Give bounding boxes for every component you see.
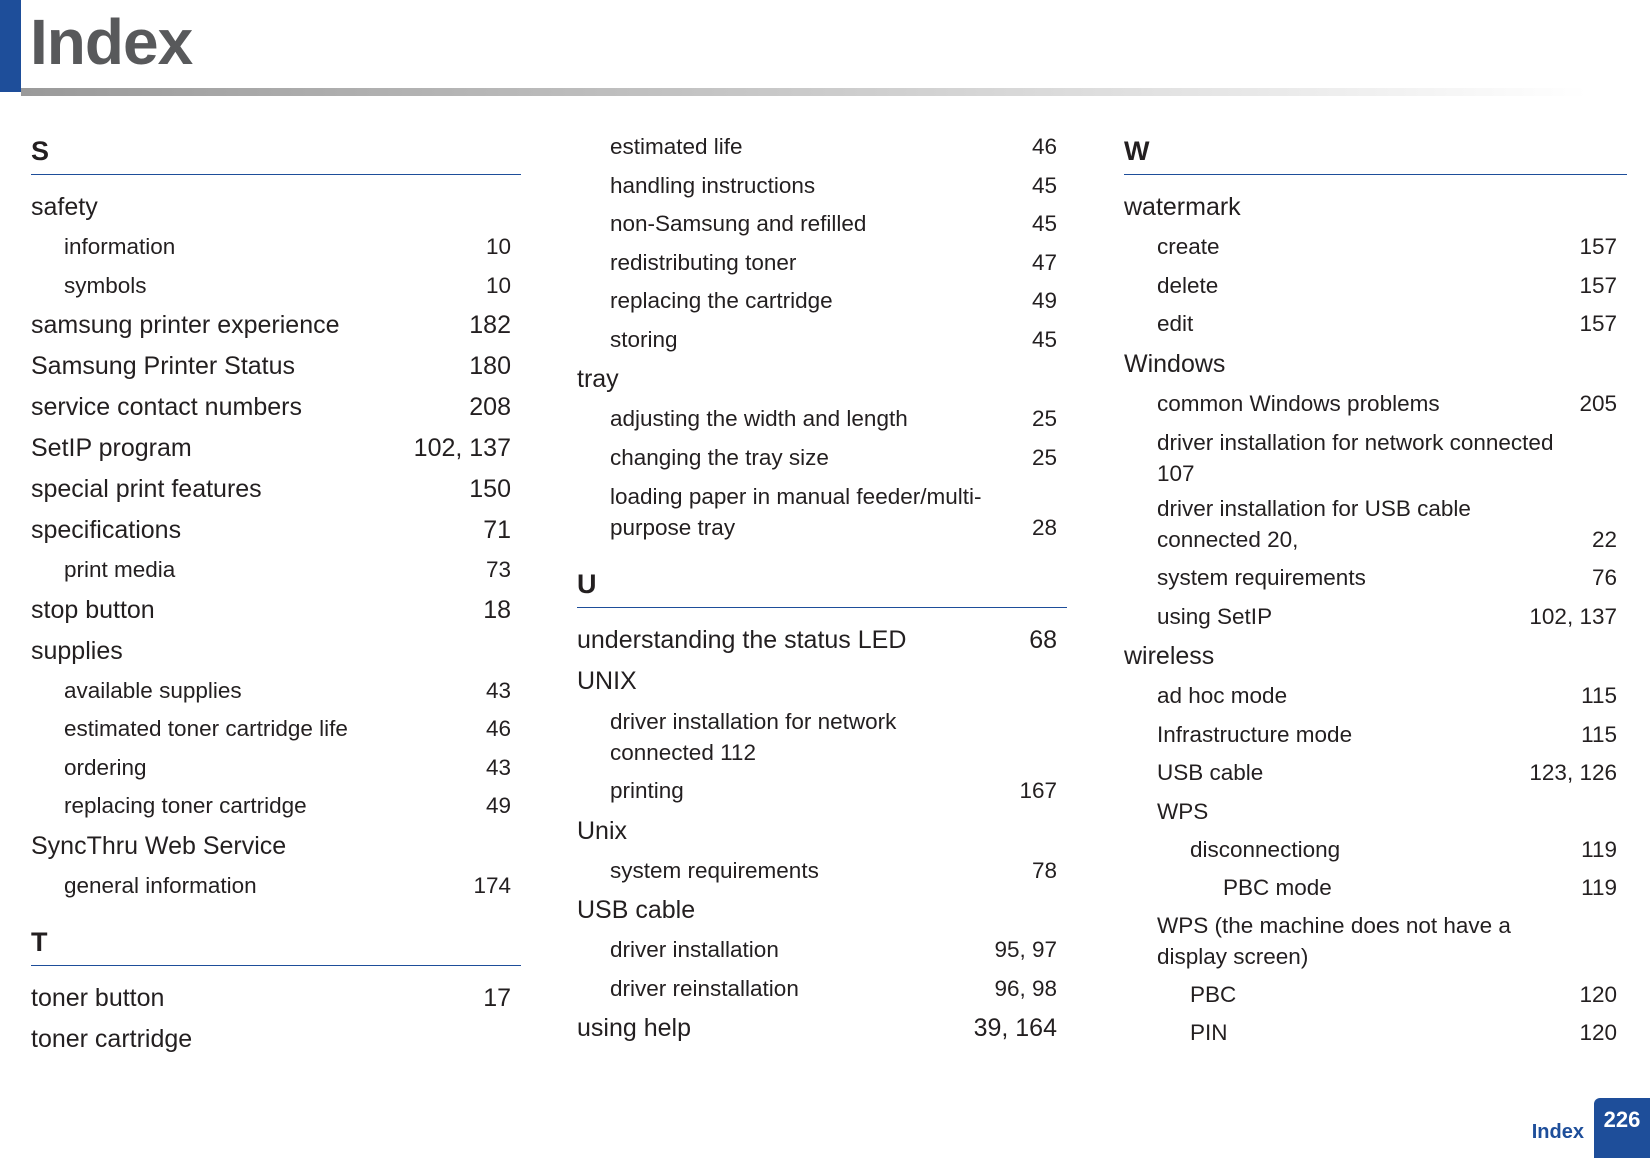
- index-entry: [577, 128, 1067, 167]
- index-page-ref: 45: [1031, 326, 1057, 352]
- index-term: understanding the status LED: [577, 626, 907, 654]
- index-entry: [577, 321, 1067, 360]
- index-entry: [31, 469, 521, 510]
- index-entry: [577, 620, 1067, 661]
- index-entry: [1124, 716, 1627, 755]
- index-term: redistributing toner: [610, 249, 797, 275]
- index-entry: [31, 749, 521, 788]
- index-term: UNIX: [577, 667, 637, 695]
- index-term: USB cable: [577, 896, 696, 924]
- index-entry: [1124, 493, 1627, 555]
- index-page-ref: 157: [1579, 311, 1617, 336]
- index-page-ref: 45: [1031, 211, 1057, 236]
- index-entry: [577, 772, 1067, 811]
- index-entry: [577, 244, 1067, 283]
- index-term: watermark: [1124, 193, 1241, 221]
- index-entry: [577, 931, 1067, 970]
- index-page-ref: 43: [485, 754, 511, 780]
- page-title: Index: [30, 6, 193, 78]
- index-entry: [31, 978, 521, 1019]
- index-entry: [31, 510, 521, 551]
- index-term: printing: [610, 778, 684, 803]
- index-term: loading paper in manual feeder/multi-purpose tray: [610, 484, 982, 540]
- section-letter-heading: T: [31, 919, 521, 966]
- index-page-ref: 157: [1579, 234, 1617, 259]
- index-term: toner cartridge: [31, 1025, 193, 1053]
- index-entry: [1124, 305, 1627, 344]
- index-term: symbols: [64, 272, 147, 298]
- index-term: edit: [1157, 311, 1194, 336]
- index-entry: [1124, 559, 1627, 598]
- index-term: system requirements: [1157, 565, 1366, 590]
- index-term: WPS: [1157, 798, 1209, 824]
- index-entry: [31, 590, 521, 631]
- index-term: driver installation: [610, 937, 779, 962]
- index-term: safety: [31, 193, 98, 221]
- index-term: driver reinstallation: [610, 975, 799, 1001]
- section-gap: [31, 905, 521, 919]
- index-page-ref: 45: [1031, 172, 1057, 198]
- index-page-ref: 22: [1591, 527, 1617, 552]
- index-entry: [1124, 793, 1627, 832]
- index-column-1: [31, 128, 521, 1060]
- index-entry: [1124, 228, 1627, 267]
- index-term: storing: [610, 326, 678, 352]
- index-entry: [577, 481, 1067, 543]
- index-entry: [31, 428, 521, 469]
- index-page-ref: 39, 164: [973, 1014, 1057, 1042]
- index-entry: [1124, 754, 1627, 793]
- index-page-ref: 28: [1031, 515, 1057, 540]
- index-entry: [1124, 267, 1627, 306]
- index-entry: [1124, 976, 1627, 1014]
- index-entry: [31, 346, 521, 387]
- index-page-ref: 102, 137: [413, 434, 511, 462]
- index-term: PBC mode: [1223, 874, 1332, 900]
- index-term: disconnectiong: [1190, 837, 1341, 862]
- index-page-ref: 102, 137: [1529, 603, 1617, 629]
- index-term: SetIP program: [31, 434, 192, 462]
- index-page-ref: 78: [1031, 857, 1057, 883]
- index-term: WPS (the machine does not have a display screen): [1157, 913, 1511, 969]
- index-page-ref: 120: [1579, 1019, 1617, 1045]
- section-gap: [577, 547, 1067, 561]
- index-entry: [1124, 869, 1627, 907]
- index-page-ref: 46: [1031, 134, 1057, 159]
- index-page-ref: 150: [469, 475, 511, 503]
- index-term: driver installation for network connected 112: [610, 709, 897, 765]
- index-term: create: [1157, 234, 1220, 259]
- index-term: non-Samsung and refilled: [610, 211, 867, 236]
- index-page-ref: 46: [485, 716, 511, 741]
- index-entry: [31, 787, 521, 826]
- index-term: handling instructions: [610, 172, 816, 198]
- index-page-ref: 182: [469, 311, 511, 339]
- index-term: Samsung Printer Status: [31, 352, 296, 380]
- title-rule: [21, 88, 1587, 96]
- index-page-ref: 174: [473, 872, 511, 898]
- index-page-ref: 10: [485, 234, 511, 259]
- index-entry: [31, 187, 521, 228]
- index-page-ref: 43: [485, 677, 511, 703]
- index-page-ref: 119: [1581, 874, 1617, 900]
- index-entry: [1124, 1014, 1627, 1052]
- index-entry: [1124, 910, 1627, 972]
- index-term: replacing the cartridge: [610, 288, 833, 313]
- index-entry: [577, 661, 1067, 702]
- index-page-ref: 157: [1579, 272, 1617, 298]
- index-entry: [577, 970, 1067, 1009]
- section-letter-heading: W: [1124, 128, 1627, 175]
- index-term: special print features: [31, 475, 262, 503]
- index-term: estimated life: [610, 134, 743, 159]
- index-term: adjusting the width and length: [610, 406, 908, 431]
- section-letter-heading: S: [31, 128, 521, 175]
- index-term: samsung printer experience: [31, 311, 340, 339]
- index-entry: [31, 305, 521, 346]
- index-term: service contact numbers: [31, 393, 302, 421]
- index-entry: [31, 672, 521, 711]
- index-page-ref: 115: [1581, 683, 1617, 708]
- index-term: PIN: [1190, 1019, 1228, 1045]
- index-page-ref: 95, 97: [994, 937, 1057, 962]
- index-page-ref: 120: [1579, 982, 1617, 1007]
- index-term: delete: [1157, 272, 1219, 298]
- index-page-ref: 119: [1581, 837, 1617, 862]
- index-entry: [577, 400, 1067, 439]
- index-term: PBC: [1190, 982, 1237, 1007]
- index-entry: [577, 1008, 1067, 1049]
- index-page-ref: 180: [469, 352, 511, 380]
- index-page-ref: 18: [483, 595, 511, 624]
- index-column-3: [1124, 128, 1627, 1051]
- index-page-ref: 208: [469, 393, 511, 421]
- index-entry: [1124, 598, 1627, 637]
- index-entry: [577, 890, 1067, 931]
- index-term: system requirements: [610, 857, 819, 883]
- index-entry: [1124, 831, 1627, 869]
- index-term: USB cable: [1157, 760, 1264, 785]
- index-term: information: [64, 234, 176, 259]
- index-entry: [577, 205, 1067, 244]
- index-entry: [1124, 385, 1627, 424]
- index-entry: [577, 282, 1067, 321]
- index-term: specifications: [31, 516, 182, 544]
- index-term: common Windows problems: [1157, 390, 1440, 416]
- index-page-ref: 73: [485, 557, 511, 582]
- index-term: replacing toner cartridge: [64, 793, 307, 818]
- index-page-ref: 76: [1591, 565, 1617, 590]
- index-term: wireless: [1124, 642, 1215, 670]
- index-page-ref: 17: [483, 984, 511, 1012]
- section-letter-heading: U: [577, 561, 1067, 608]
- index-entry: [1124, 427, 1627, 489]
- index-entry: [31, 710, 521, 749]
- index-term: print media: [64, 557, 176, 582]
- title-accent-bar: [0, 0, 21, 92]
- index-term: toner button: [31, 984, 165, 1012]
- index-entry: [1124, 677, 1627, 716]
- index-term: available supplies: [64, 677, 242, 703]
- index-page-ref: 71: [483, 516, 511, 544]
- index-term: Infrastructure mode: [1157, 721, 1353, 747]
- index-term: general information: [64, 872, 257, 898]
- index-entry: [1124, 187, 1627, 228]
- index-entry: [31, 631, 521, 672]
- index-entry: [577, 852, 1067, 891]
- index-term: tray: [577, 365, 619, 393]
- index-term: Unix: [577, 816, 628, 845]
- index-term: Windows: [1124, 349, 1226, 378]
- index-term: using help: [577, 1014, 691, 1042]
- index-entry: [577, 811, 1067, 852]
- index-page-ref: 205: [1579, 390, 1617, 416]
- index-entry: [31, 826, 521, 867]
- index-page-ref: 96, 98: [994, 975, 1057, 1001]
- index-entry: [577, 439, 1067, 478]
- index-entry: [1124, 344, 1627, 385]
- index-page-ref: 10: [485, 272, 511, 298]
- footer-section-label: Index: [1531, 1121, 1584, 1143]
- index-page-ref: 25: [1031, 444, 1057, 470]
- index-term: driver installation for USB cable connected 20,: [1157, 496, 1471, 552]
- index-page-ref: 49: [485, 793, 511, 818]
- index-entry: [31, 267, 521, 306]
- index-entry: [1124, 636, 1627, 677]
- index-entry: [31, 228, 521, 267]
- index-entry: [31, 387, 521, 428]
- index-page-ref: 167: [1019, 778, 1057, 803]
- index-page-ref: 47: [1031, 249, 1057, 275]
- index-column-2: [577, 128, 1067, 1049]
- index-entry: [31, 551, 521, 590]
- index-term: changing the tray size: [610, 444, 829, 470]
- index-term: ad hoc mode: [1157, 683, 1288, 708]
- index-page-ref: 123, 126: [1529, 760, 1617, 785]
- index-entry: [577, 706, 1067, 768]
- index-entry: [31, 867, 521, 906]
- page-number: 226: [1594, 1098, 1650, 1158]
- index-term: ordering: [64, 754, 147, 780]
- index-term: stop button: [31, 595, 155, 624]
- index-term: using SetIP: [1157, 603, 1273, 629]
- index-page-ref: 49: [1031, 288, 1057, 313]
- index-term: driver installation for network connected 107: [1157, 430, 1554, 486]
- index-page-ref: 25: [1031, 406, 1057, 431]
- index-entry: [577, 167, 1067, 206]
- index-page-ref: 68: [1029, 626, 1057, 654]
- index-entry: [31, 1019, 521, 1060]
- index-term: supplies: [31, 636, 123, 665]
- index-page-ref: 115: [1581, 721, 1617, 747]
- index-term: estimated toner cartridge life: [64, 716, 348, 741]
- index-term: SyncThru Web Service: [31, 831, 287, 860]
- index-entry: [577, 359, 1067, 400]
